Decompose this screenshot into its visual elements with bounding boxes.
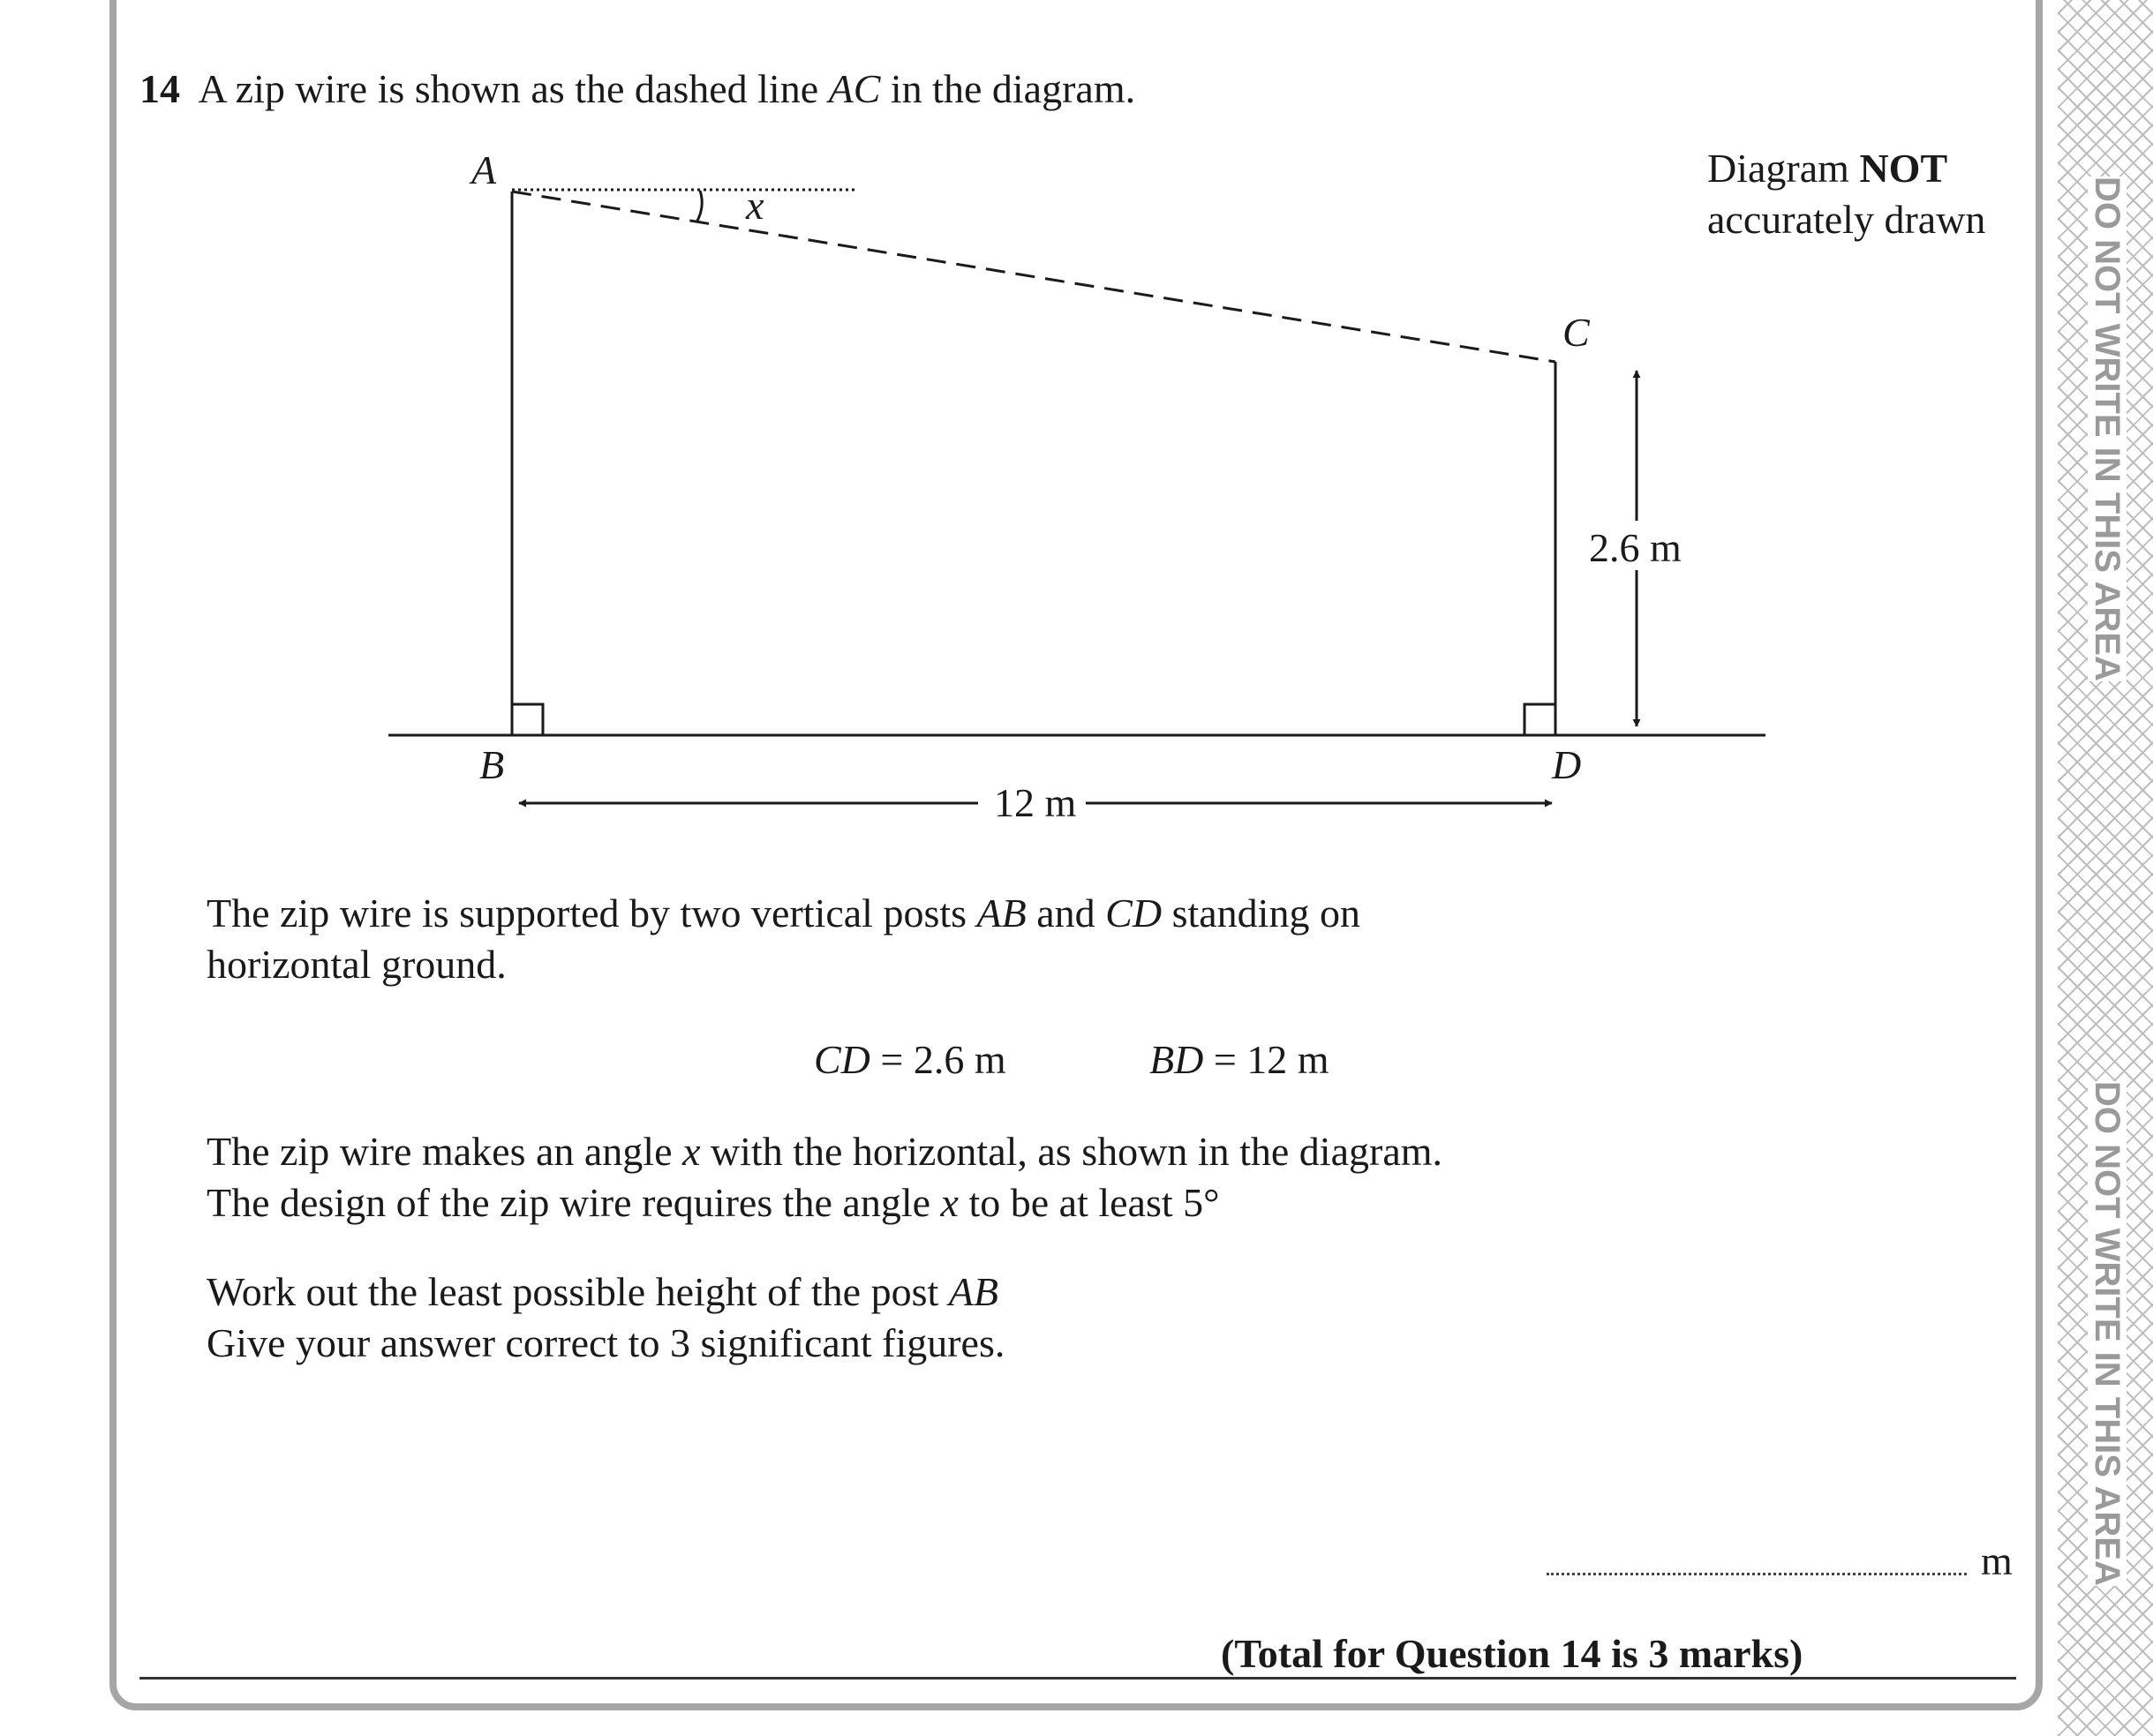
- right-angle-b: [512, 704, 543, 735]
- label-d: D: [1552, 742, 1582, 787]
- label-b: B: [479, 742, 505, 787]
- question-number: 14: [139, 66, 180, 111]
- paragraph-task: Work out the least possible height of the post AB Give your answer correct to 3 significant figures.: [207, 1269, 1005, 1365]
- zip-wire-ac: [512, 192, 1555, 362]
- dim-label-cd: 2.6 m: [1589, 525, 1682, 570]
- diagram-note: Diagram NOT accurately drawn: [1707, 146, 1986, 242]
- equation-bd: BD = 12 m: [1149, 1037, 1329, 1082]
- bottom-rule: [139, 1677, 2016, 1680]
- margin-warning-upper: DO NOT WRITE IN THIS AREA: [2088, 177, 2127, 681]
- margin-warning-lower: DO NOT WRITE IN THIS AREA: [2088, 1081, 2127, 1586]
- zip-wire-diagram: [0, 0, 2057, 847]
- answer-line[interactable]: [1547, 1573, 1967, 1575]
- label-x: x: [746, 183, 764, 228]
- right-angle-d: [1524, 704, 1555, 735]
- label-c: C: [1562, 310, 1590, 355]
- paragraph-posts: The zip wire is supported by two vertical posts AB and CD standing on horizontal ground.: [207, 891, 1360, 987]
- question-intro: 14 A zip wire is shown as the dashed line AC in the diagram.: [139, 66, 1136, 111]
- answer-unit: m: [1981, 1538, 2013, 1583]
- dim-label-bd: 12 m: [994, 780, 1077, 825]
- paragraph-angle: The zip wire makes an angle x with the horizontal, as shown in the diagram. The design of the zip wire requires the angle x to be at least 5°: [207, 1129, 1443, 1225]
- angle-arc: [696, 191, 702, 222]
- question-total: (Total for Question 14 is 3 marks): [1221, 1631, 1803, 1676]
- label-a: A: [471, 147, 497, 192]
- equation-cd: CD = 2.6 m: [814, 1037, 1006, 1082]
